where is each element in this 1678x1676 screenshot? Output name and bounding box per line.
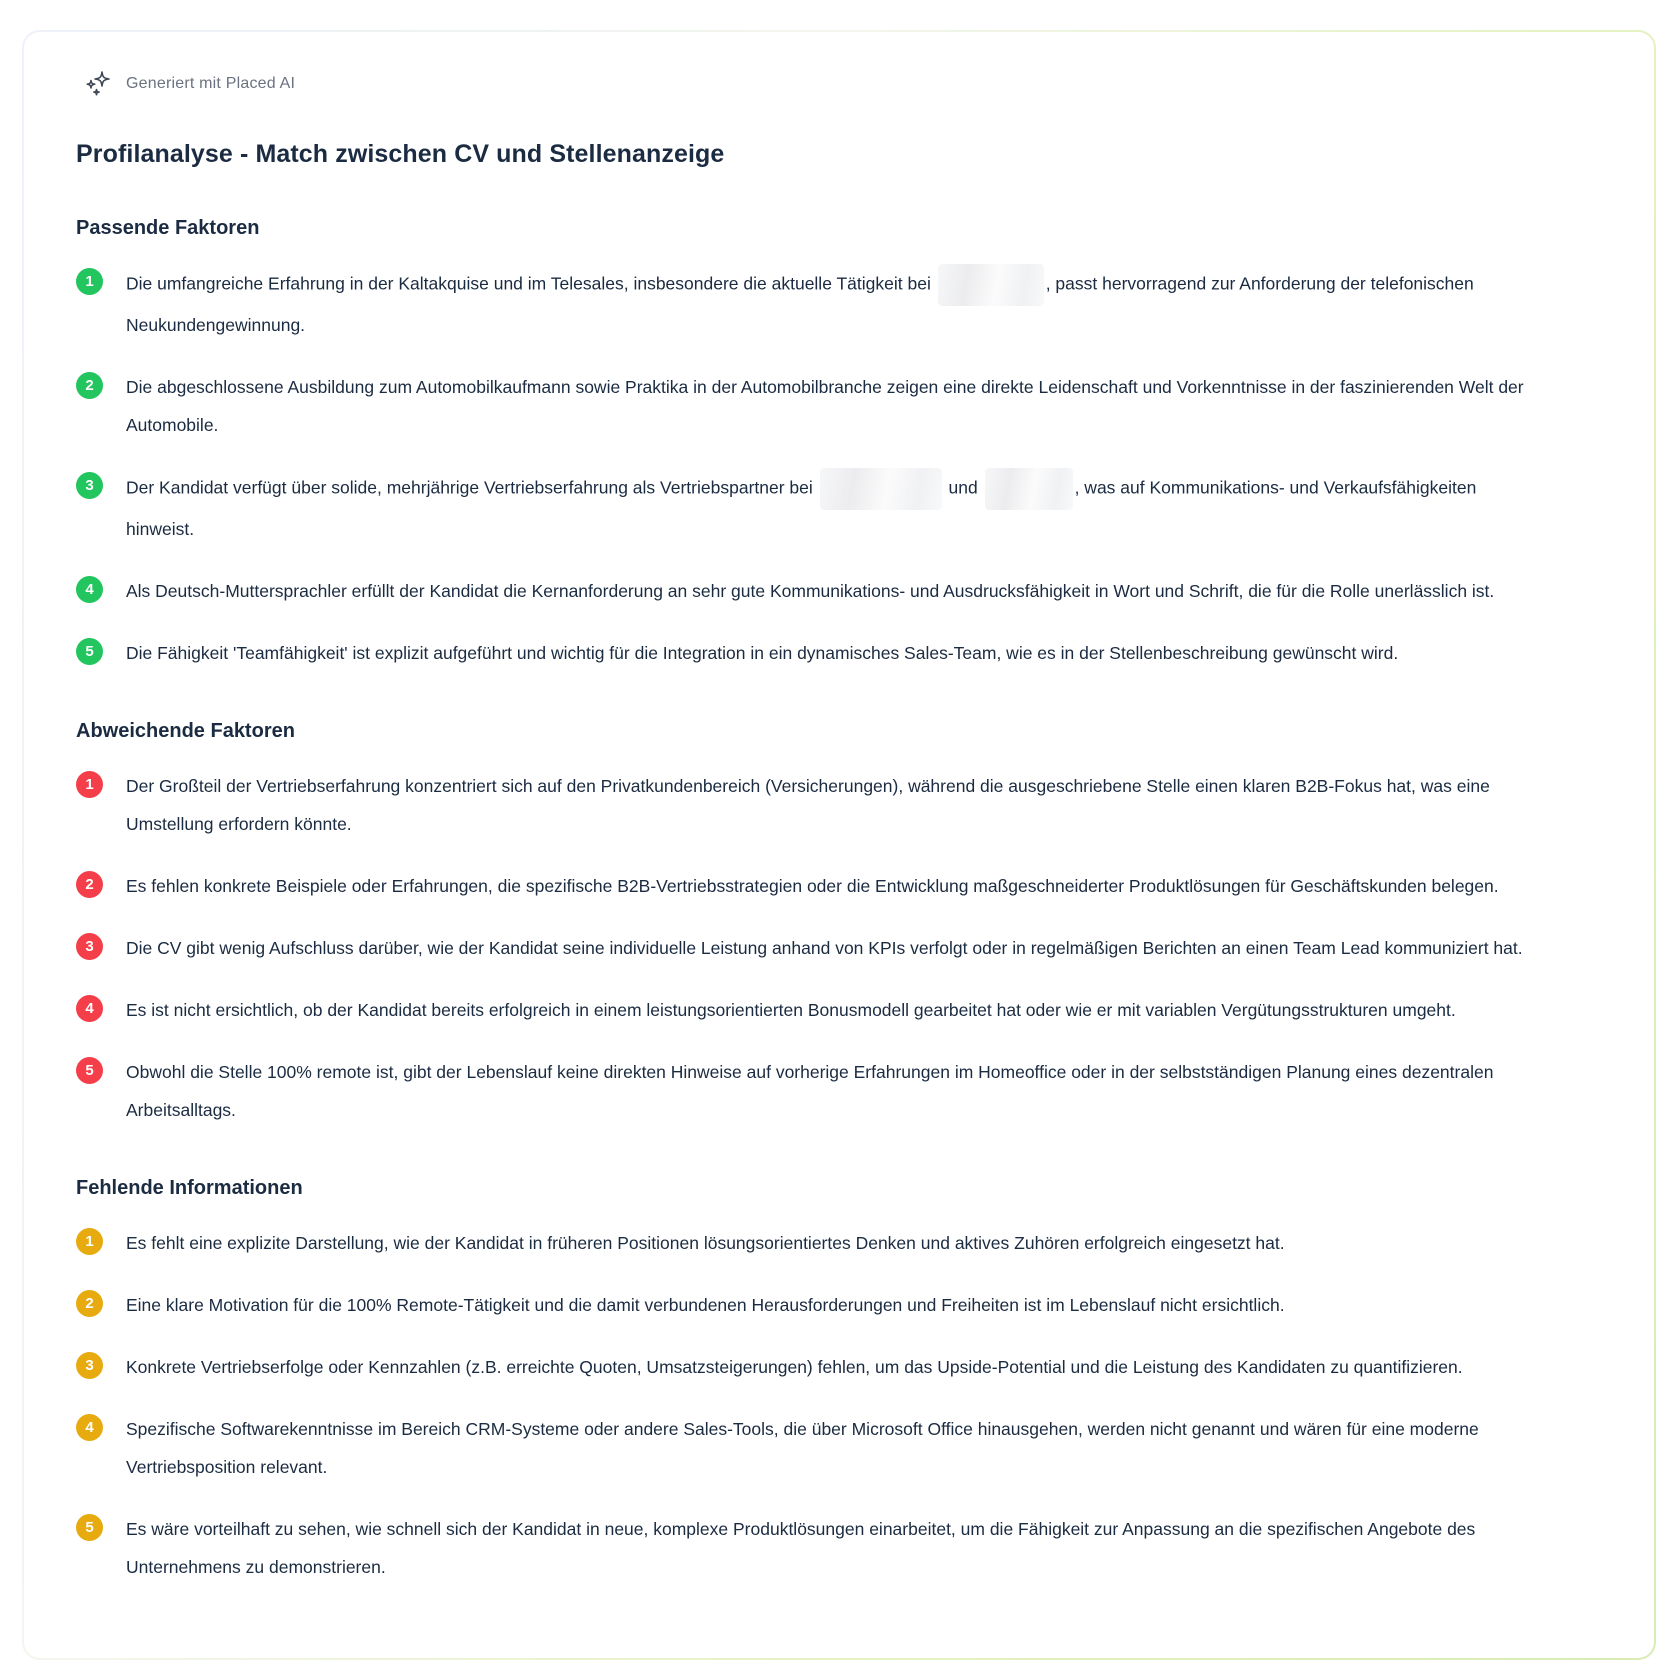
section-passende-faktoren xyxy=(76,217,1610,672)
list-item xyxy=(76,264,1610,344)
item-text: Der Großteil der Vertriebserfahrung konzentriert sich auf den Privatkundenbereich (Versicherungen), während die ausgeschriebene Stelle einen klaren B2B-Fokus hat, was eine Umstellung erfordern könnte. xyxy=(126,776,1490,834)
list-item xyxy=(76,1410,1610,1486)
item-list xyxy=(76,767,1610,1129)
analysis-card-frame xyxy=(22,30,1656,1660)
redacted-text xyxy=(820,468,942,510)
redacted-text xyxy=(985,468,1073,510)
item-number-badge: 3 xyxy=(76,933,103,960)
generated-with-header xyxy=(86,70,1610,98)
item-text: Die CV gibt wenig Aufschluss darüber, wie der Kandidat seine individuelle Leistung anhand von KPIs verfolgt oder in regelmäßigen Berichten an einen Team Lead kommuniziert hat. xyxy=(126,938,1523,958)
item-text: Konkrete Vertriebserfolge oder Kennzahlen (z.B. erreichte Quoten, Umsatzsteigerungen) fehlen, um das Upside-Potential und die Leistung des Kandidaten zu quantifizieren. xyxy=(126,1357,1463,1377)
list-item xyxy=(76,1053,1610,1129)
item-number-badge: 1 xyxy=(76,771,103,798)
item-number-badge: 5 xyxy=(76,1057,103,1084)
item-text: Obwohl die Stelle 100% remote ist, gibt der Lebenslauf keine direkten Hinweise auf vorherige Erfahrungen im Homeoffice oder in der selbstständigen Planung eines dezentralen Arbeitsalltags. xyxy=(126,1062,1494,1120)
item-number-badge: 3 xyxy=(76,1352,103,1379)
item-text: Der Kandidat verfügt über solide, mehrjährige Vertriebserfahrung als Vertriebspartner bei und , was auf Kommunikations- und Verkaufsfähigkeiten hinweist. xyxy=(126,468,1546,548)
redacted-text xyxy=(938,264,1044,306)
item-number-badge: 2 xyxy=(76,372,103,399)
list-item xyxy=(76,1286,1610,1324)
sections xyxy=(66,217,1610,1586)
list-item xyxy=(76,1348,1610,1386)
item-text: Es ist nicht ersichtlich, ob der Kandidat bereits erfolgreich in einem leistungsorientierten Bonusmodell gearbeitet hat oder wie er mit variablen Vergütungsstrukturen umgeht. xyxy=(126,1000,1456,1020)
item-text: Die Fähigkeit 'Teamfähigkeit' ist explizit aufgeführt und wichtig für die Integration in ein dynamisches Sales-Team, wie es in der Stellenbeschreibung gewünscht wird. xyxy=(126,643,1399,663)
item-number-badge: 4 xyxy=(76,576,103,603)
item-number-badge: 2 xyxy=(76,1290,103,1317)
list-item xyxy=(76,867,1610,905)
item-text: Es fehlt eine explizite Darstellung, wie der Kandidat in früheren Positionen lösungsorientiertes Denken und aktives Zuhören erfolgreich eingesetzt hat. xyxy=(126,1233,1285,1253)
item-number-badge: 4 xyxy=(76,995,103,1022)
item-number-badge: 5 xyxy=(76,638,103,665)
list-item xyxy=(76,468,1610,548)
item-text: Spezifische Softwarekenntnisse im Bereich CRM-Systeme oder andere Sales-Tools, die über Microsoft Office hinausgehen, werden nicht genannt und wären für eine moderne Vertriebsposition relevant. xyxy=(126,1419,1479,1477)
item-list xyxy=(76,264,1610,672)
list-item xyxy=(76,1224,1610,1262)
page-title: Profilanalyse - Match zwischen CV und Stellenanzeige xyxy=(76,140,725,168)
item-text: Es fehlen konkrete Beispiele oder Erfahrungen, die spezifische B2B-Vertriebsstrategien oder die Entwicklung maßgeschneiderter Produktlösungen für Geschäftskunden belegen. xyxy=(126,876,1499,896)
section-abweichende-faktoren xyxy=(76,720,1610,1129)
item-text: Die abgeschlossene Ausbildung zum Automobilkaufmann sowie Praktika in der Automobilbranche zeigen eine direkte Leidenschaft und Vorkenntnisse in der faszinierenden Welt der Automobile. xyxy=(126,377,1524,435)
item-number-badge: 1 xyxy=(76,268,103,295)
section-title: Passende Faktoren xyxy=(76,217,260,239)
list-item xyxy=(76,368,1610,444)
list-item xyxy=(76,991,1610,1029)
list-item xyxy=(76,634,1610,672)
list-item xyxy=(76,1510,1610,1586)
item-number-badge: 1 xyxy=(76,1228,103,1255)
section-fehlende-informationen xyxy=(76,1177,1610,1586)
section-title: Fehlende Informationen xyxy=(76,1177,303,1199)
list-item xyxy=(76,767,1610,843)
analysis-card xyxy=(24,32,1654,1658)
generated-with-label: Generiert mit Placed AI xyxy=(126,75,296,92)
item-number-badge: 2 xyxy=(76,871,103,898)
item-text: Als Deutsch-Muttersprachler erfüllt der Kandidat die Kernanforderung an sehr gute Kommunikations- und Ausdrucksfähigkeit in Wort und Schrift, die für die Rolle unerlässlich ist. xyxy=(126,581,1495,601)
item-list xyxy=(76,1224,1610,1586)
item-text: Eine klare Motivation für die 100% Remote-Tätigkeit und die damit verbundenen Herausforderungen und Freiheiten ist im Lebenslauf nicht ersichtlich. xyxy=(126,1295,1285,1315)
item-text: Es wäre vorteilhaft zu sehen, wie schnell sich der Kandidat in neue, komplexe Produktlösungen einarbeitet, um die Fähigkeit zur Anpassung an die spezifischen Angebote des Unternehmens zu demonstrieren. xyxy=(126,1519,1476,1577)
item-text: Die umfangreiche Erfahrung in der Kaltakquise und im Telesales, insbesondere die aktuelle Tätigkeit bei , passt hervorragend zur Anforderung der telefonischen Neukundengewinnung. xyxy=(126,264,1546,344)
sparkles-icon xyxy=(86,70,112,98)
item-number-badge: 3 xyxy=(76,472,103,499)
item-number-badge: 4 xyxy=(76,1414,103,1441)
section-title: Abweichende Faktoren xyxy=(76,720,295,742)
list-item xyxy=(76,929,1610,967)
list-item xyxy=(76,572,1610,610)
item-number-badge: 5 xyxy=(76,1514,103,1541)
